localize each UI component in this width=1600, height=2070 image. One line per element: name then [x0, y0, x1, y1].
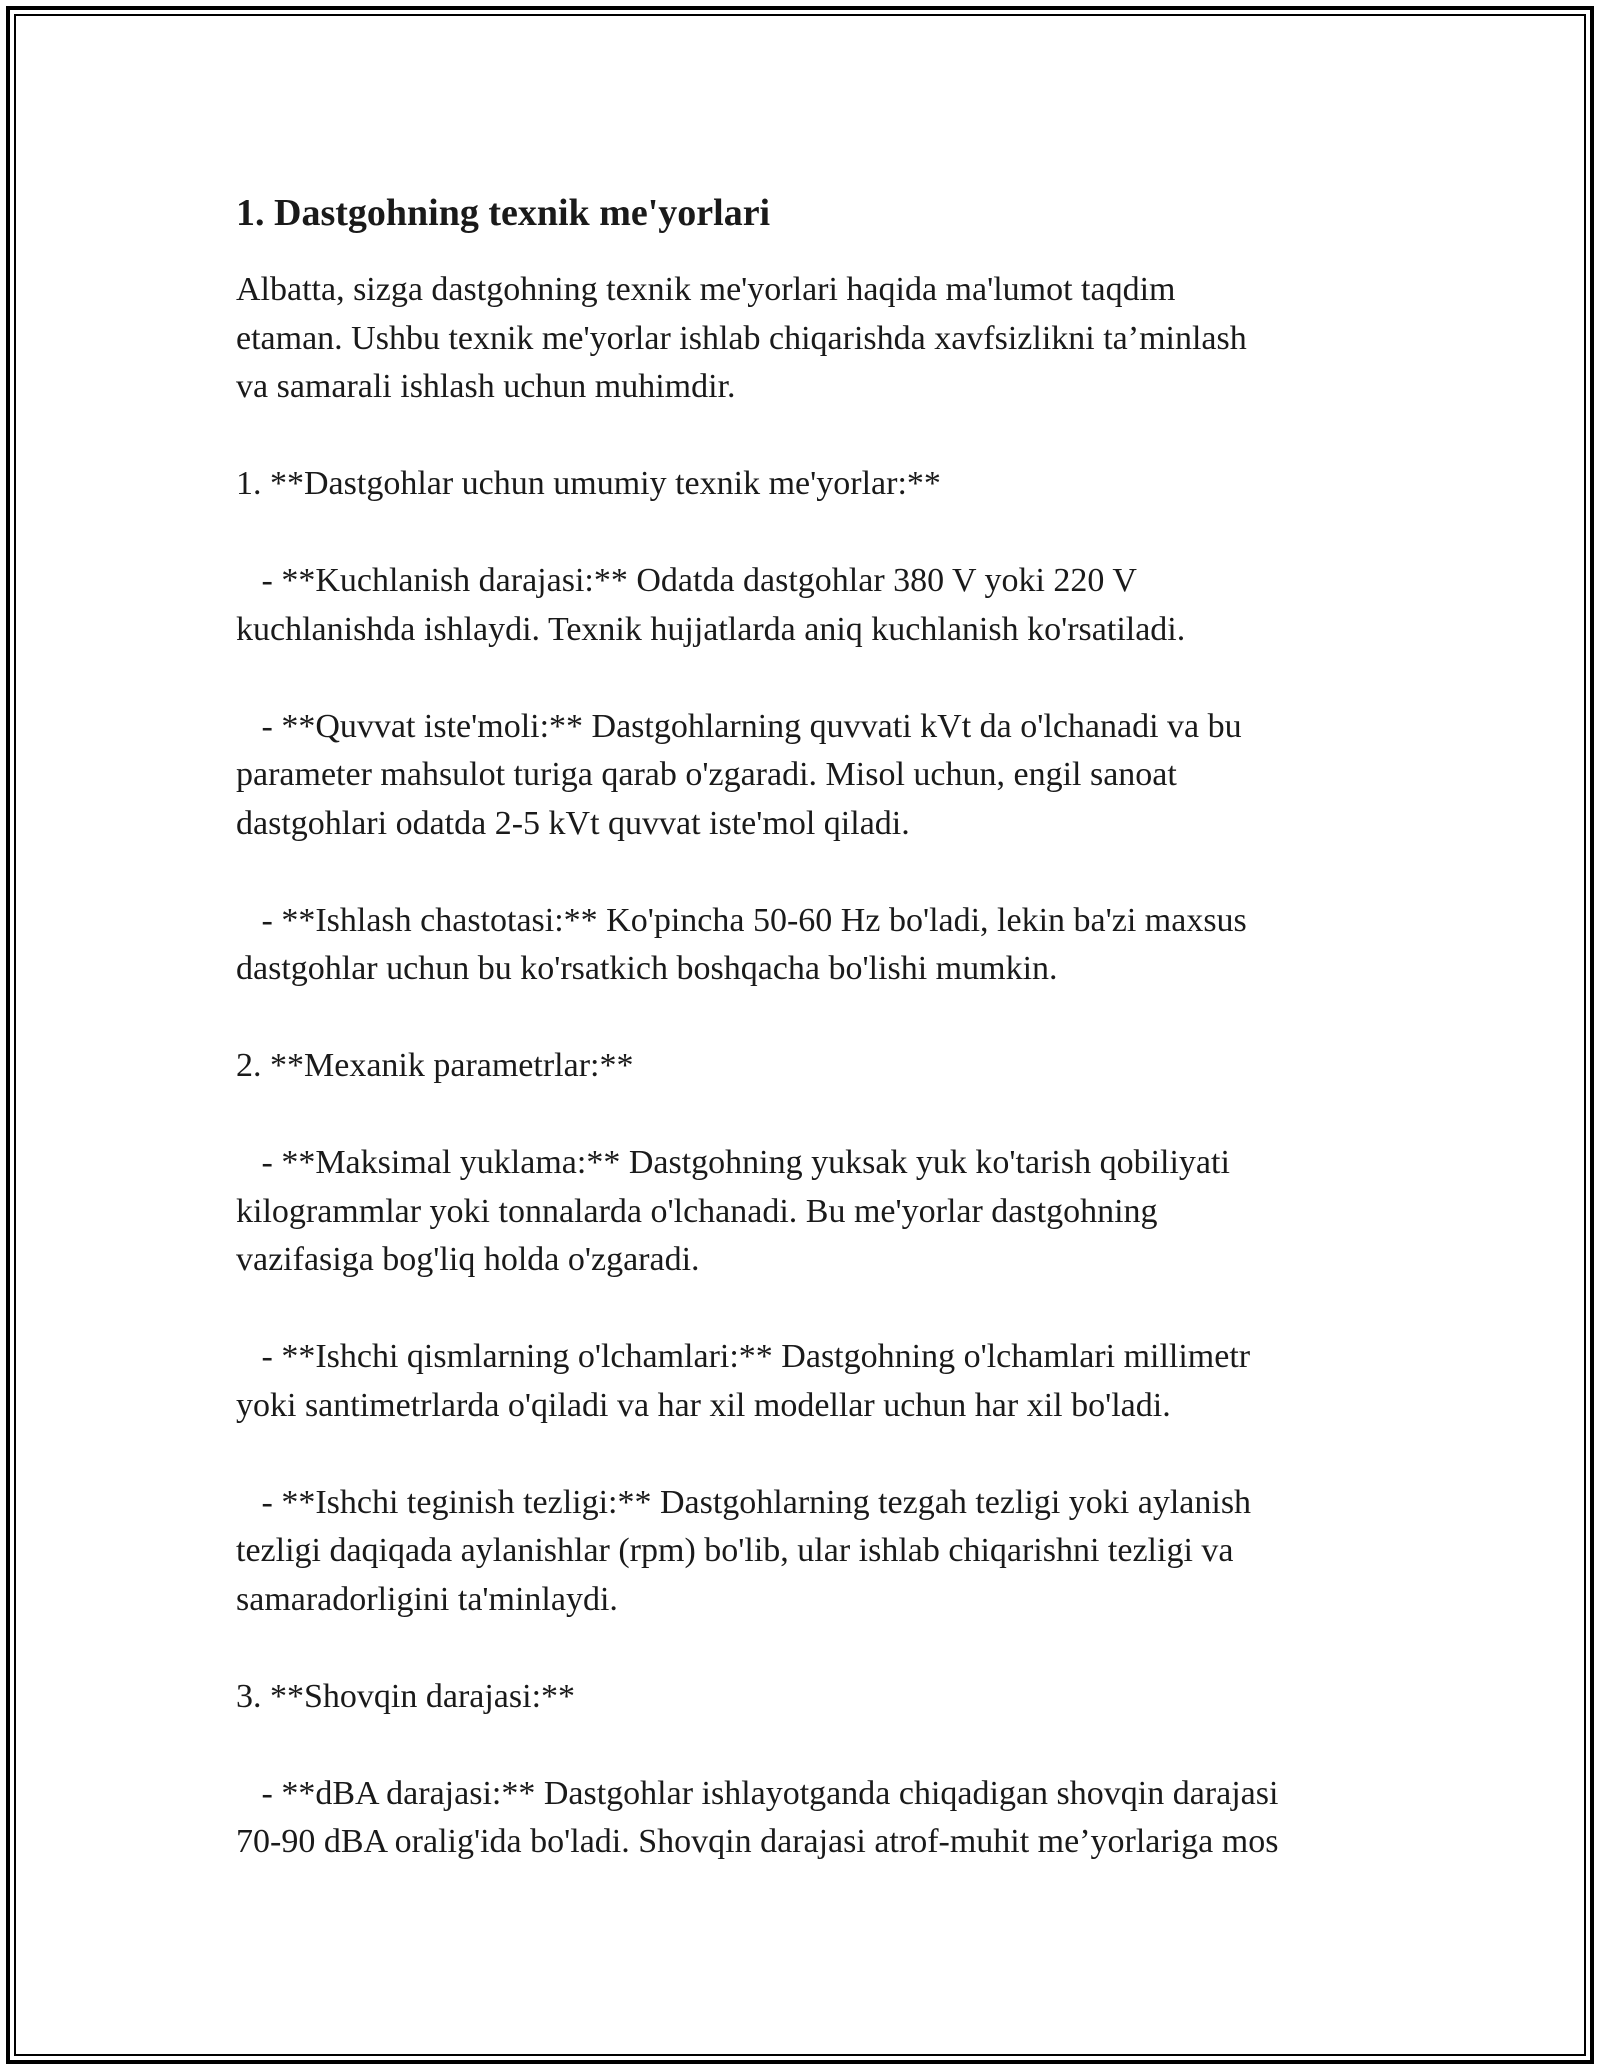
list-item-speed: - **Ishchi teginish tezligi:** Dastgohlarning tezgah tezligi yoki aylanish tezligi daqiqada aylanishlar (rpm) bo'lib, ular ishlab chiqarishni tezligi va samaradorligini ta'minlaydi. — [236, 1483, 1252, 1618]
paragraph-gap — [236, 1091, 1396, 1140]
list-item-max-load: - **Maksimal yuklama:** Dastgohning yuksak yuk ko'tarish qobiliyati kilogrammlar yoki tonnalarda o'lchanadi. Bu me'yorlar dastgohning vazifasiga bog'liq holda o'zgaradi. — [236, 1144, 1230, 1278]
list-item-voltage: - **Kuchlanish darajasi:** Odatda dastgohlar 380 V yoki 220 V kuchlanishda ishlaydi. Texnik hujjatlarda aniq kuchlanish ko'rsatiladi. — [236, 562, 1186, 648]
section-heading-noise: 3. **Shovqin darajasi:** — [236, 1677, 576, 1715]
paragraph-gap — [236, 1430, 1396, 1479]
paragraph-gap — [236, 509, 1396, 558]
list-item-dimensions: - **Ishchi qismlarning o'lchamlari:** Dastgohning o'lchamlari millimetr yoki santimetrlarda o'qiladi va har xil modellar uchun har xil bo'ladi. — [236, 1338, 1251, 1424]
paragraph-gap — [236, 1624, 1396, 1673]
paragraph-gap — [236, 1721, 1396, 1770]
list-item-frequency: - **Ishlash chastotasi:** Ko'pincha 50-60 Hz bo'ladi, lekin ba'zi maxsus dastgohlar uchun bu ko'rsatkich boshqacha bo'lishi mumkin. — [236, 901, 1247, 987]
section-heading-mechanical: 2. **Mexanik parametrlar:** — [236, 1047, 634, 1084]
list-item-dba: - **dBA darajasi:** Dastgohlar ishlayotganda chiqadigan shovqin darajasi 70-90 dBA oralig'ida bo'ladi. Shovqin darajasi atrof-muhit me’yorlariga mos — [236, 1774, 1279, 1860]
document-page — [236, 186, 1396, 1867]
paragraph-gap — [236, 848, 1396, 897]
paragraph-gap — [236, 1285, 1396, 1334]
list-item-power: - **Quvvat iste'moli:** Dastgohlarning quvvati kVt da o'lchanadi va bu parameter mahsulot turiga qarab o'zgaradi. Misol uchun, engil sanoat dastgohlari odatda 2-5 kVt quvvat iste'mol qiladi. — [236, 707, 1242, 842]
section-heading-general: 1. **Dastgohlar uchun umumiy texnik me'yorlar:** — [236, 465, 941, 502]
paragraph-gap — [236, 994, 1396, 1043]
paragraph-gap — [236, 412, 1396, 461]
intro-paragraph: Albatta, sizga dastgohning texnik me'yorlari haqida ma'lumot taqdim etaman. Ushbu texnik me'yorlar ishlab chiqarishda xavfsizlikni ta’minlash va samarali ishlash uchun muhimdir. — [236, 271, 1247, 405]
document-title: 1. Dastgohning texnik me'yorlari — [236, 192, 771, 234]
paragraph-gap — [236, 654, 1396, 703]
